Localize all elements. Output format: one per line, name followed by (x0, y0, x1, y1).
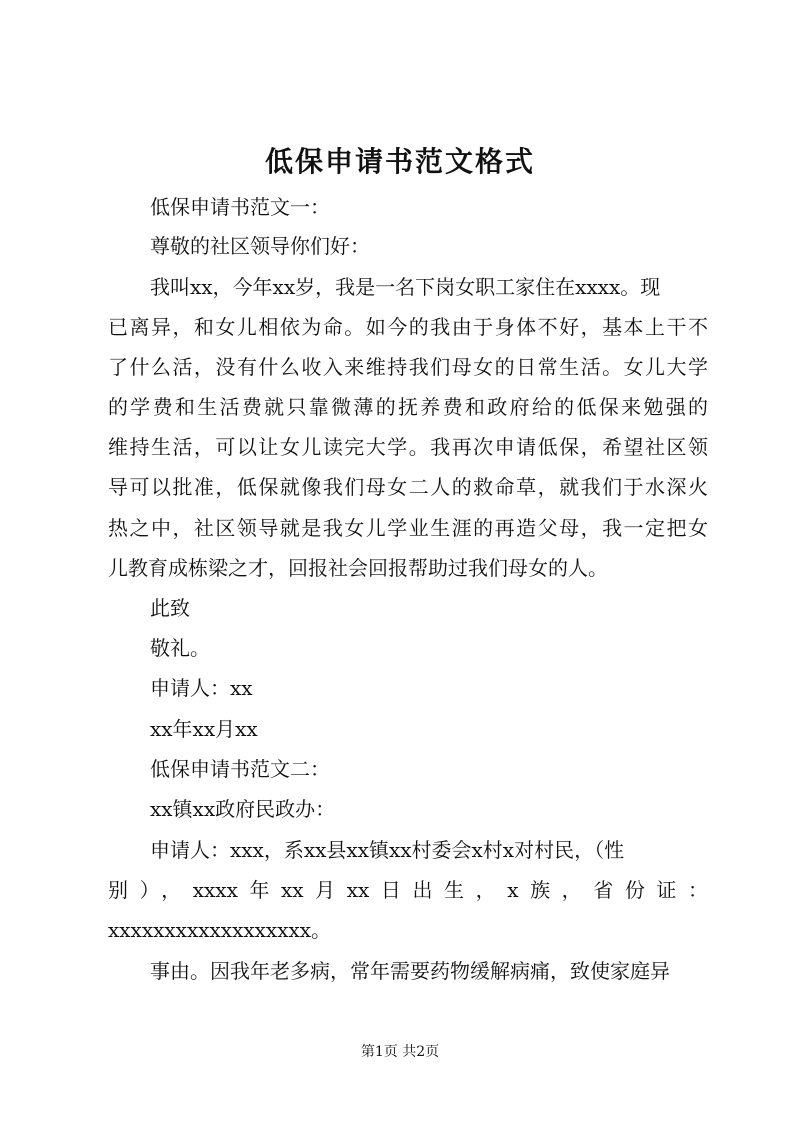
document-title: 低保申请书范文格式 (264, 145, 535, 178)
text-line: 已离异，和女儿相依为命。如今的我由于身体不好，基本上干不 (108, 315, 708, 339)
text-line: 此致 (150, 596, 190, 620)
text-line: xx年xx月xx (150, 717, 258, 741)
text-line: 低保申请书范文一： (150, 195, 330, 219)
text-line: 申请人：xx (150, 676, 253, 700)
text-line: 低保申请书范文二： (150, 757, 330, 781)
text-line: 申请人：xxx，系xx县xx镇xx村委会x村x对村民，（性 (150, 838, 625, 862)
text-line: 了什么活，没有什么收入来维持我们母女的日常生活。女儿大学 (108, 355, 708, 379)
text-line: 维持生活，可以让女儿读完大学。我再次申请低保，希望社区领 (108, 435, 708, 459)
text-line: 敬礼。 (150, 636, 210, 660)
text-line: 别），xxxx年xx月xx日出生，x族，省份证： (108, 878, 708, 902)
text-line: 儿教育成栋梁之才，回报社会回报帮助过我们母女的人。 (108, 556, 608, 580)
text-line: 事由。因我年老多病，常年需要药物缓解病痛，致使家庭异 (150, 959, 670, 983)
page-footer: 第1页 共2页 (360, 1044, 440, 1060)
text-line: 热之中，社区领导就是我女儿学业生涯的再造父母，我一定把女 (108, 516, 708, 540)
text-line: 我叫xx，今年xx岁，我是一名下岗女职工家住在xxxx。现 (150, 275, 661, 299)
text-line: 导可以批准，低保就像我们母女二人的救命草，就我们于水深火 (108, 475, 708, 499)
text-line: 的学费和生活费就只靠微薄的抚养费和政府给的低保来勉强的 (108, 395, 708, 419)
text-line: xxxxxxxxxxxxxxxxxx。 (108, 918, 332, 942)
text-line: xx镇xx政府民政办： (150, 797, 336, 821)
text-line: 尊敬的社区领导你们好： (150, 234, 370, 258)
